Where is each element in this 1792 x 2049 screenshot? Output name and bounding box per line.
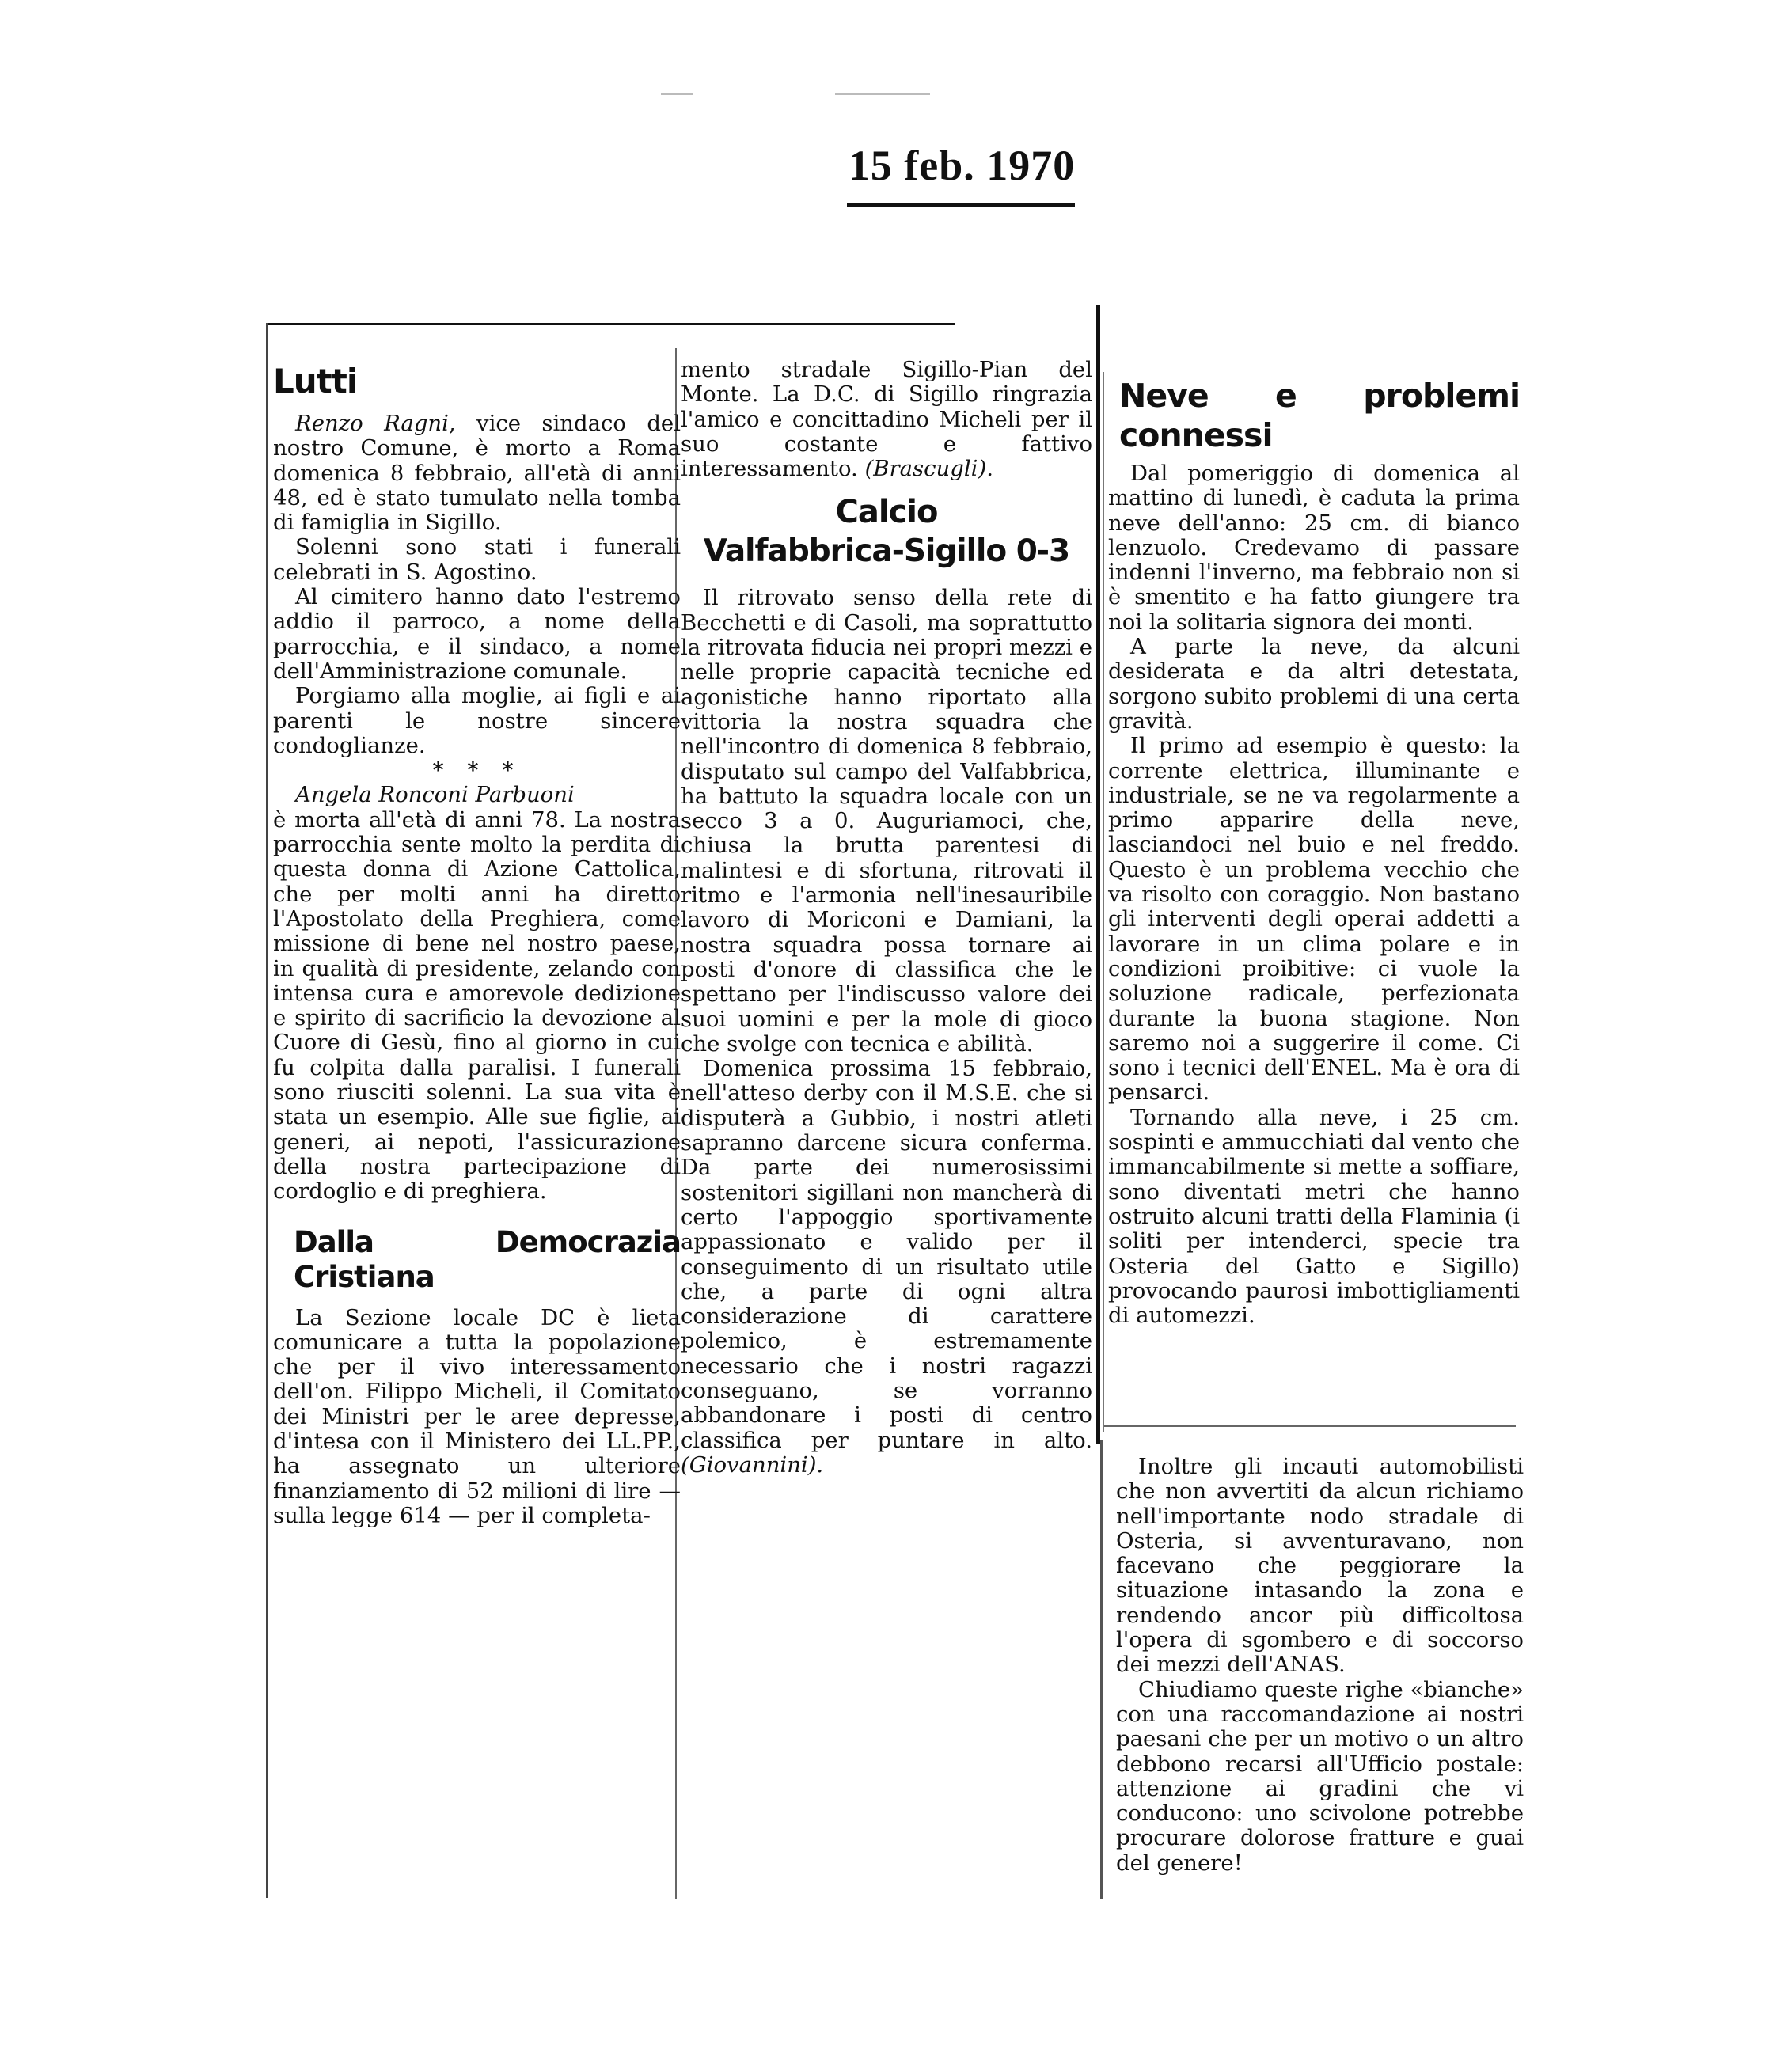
left-rule-col1 xyxy=(266,323,268,1898)
separator-stars: * * * xyxy=(432,757,522,784)
paragraph: Al cimitero hanno dato l'estremo addio il parroco, a nome della parrocchia, e il sindaco, a nome dell'Amministrazione comunale. xyxy=(273,584,681,684)
paragraph: Solenni sono stati i funerali celebrati in S. Agostino. xyxy=(273,534,681,585)
column-rule-2b xyxy=(1100,1440,1103,1899)
paragraph-dc-continued xyxy=(681,358,1092,481)
scan-mark xyxy=(835,93,930,95)
column-sport xyxy=(681,358,1092,1478)
section-heading-calcio: Calcio xyxy=(835,494,938,531)
person-name: Angela Ronconi Parbuoni xyxy=(295,782,575,808)
paragraph: Dal pomeriggio di domenica al mattino di lunedì, è caduta la prima neve dell'anno: 25 cm. di bianco lenzuolo. Credevamo di passare indenni l'inverno, ma febbraio non si è smentito e ha fatto giungere tra noi la solitaria signora dei monti. xyxy=(1108,461,1520,635)
paragraph-text: mento stradale Sigillo-Pian del Monte. La D.C. di Sigillo ringrazia l'amico e concittadino Micheli per il suo costante e fattivo interessamento. xyxy=(681,357,1092,482)
paragraph: Tornando alla neve, i 25 cm. sospinti e ammucchiati dal vento che immancabilmente si mette a soffiare, sono diventati metri che hanno ostruito alcuni tratti della Flaminia (i soliti per intenderci, specie tra Osteria del Gatto e Sigillo) provocando paurosi imbottigliamenti di automezzi. xyxy=(1108,1104,1520,1329)
paragraph-dc: La Sezione locale DC è lieta comunicare a tutta la popolazione che per il vivo interessamento dell'on. Filippo Micheli, il Comitato dei Ministri per le aree depresse, d'intesa con il Ministero dei LL.PP., ha assegnato un ulteriore finanziamento di 52 milioni di lire — sulla legge 614 — per il completa- xyxy=(273,1304,681,1528)
paragraph: Inoltre gli incauti automobilisti che non avvertiti da alcun richiamo nell'importante nodo stradale di Osteria, si avventuravano, non facevano che peggiorare la situazione intasando la zona e rendendo ancor più difficoltosa l'opera di sgombero e di soccorso dei mezzi dell'ANAS. xyxy=(1116,1454,1524,1678)
column-snow-continued xyxy=(1116,1455,1524,1876)
divider-col3 xyxy=(1104,1425,1516,1427)
column-rule-2 xyxy=(1096,305,1100,1444)
clipping-date: 15 feb. 1970 xyxy=(848,142,1076,189)
paragraph-match: Il ritrovato senso della rete di Becchetti e di Casoli, ma soprattutto la ritrovata fiducia nei propri mezzi e nelle proprie capacità tecniche ed agonistiche hanno riportato alla vittoria la nostra squadra che nell'incontro di domenica 8 febbraio, disputato sul campo del Valfabbrica, ha battuto la squadra locale con un secco 3 a 0. Auguriamoci, che, chiusa la brutta parentesi di malintesi e di sfortuna, ritrovati il ritmo e l'armonia nell'inesauribile lavoro di Moriconi e Damiani, la nostra squadra possa tornare ai posti d'onore di classifica che le spettano per l'indiscusso valore dei suoi uomini e per la mole di gioco che svolge con tecnica e abilità. xyxy=(681,585,1092,1057)
paragraph-text: Domenica prossima 15 febbraio, nell'atteso derby con il M.S.E. che si disputerà a Gubbio, i nostri atleti sapranno darcene sicura conferma. Da parte dei numerosissimi sostenitori sigillani non mancherà di certo l'appoggio sportivamente appassionato e valido per il conseguimento di un risultato utile che, a parte di ogni altra considerazione di carattere polemico, è estremamente necessario che i nostri ragazzi conseguano, se vorranno abbandonare i posti di centro classifica per puntare in alto. xyxy=(681,1056,1092,1453)
person-name: Renzo Ragni xyxy=(295,411,449,436)
column-obituaries xyxy=(273,362,681,1528)
byline: (Giovannini). xyxy=(681,1451,824,1478)
obituary-ragni xyxy=(273,412,681,535)
scan-mark xyxy=(661,93,693,95)
paragraph: A parte la neve, da alcuni desiderata e da altri detestata, sorgono subito problemi di una certa gravità. xyxy=(1108,634,1520,734)
left-rule-col3 xyxy=(1103,372,1104,1432)
top-rule-col1 xyxy=(266,323,955,325)
obituary-parbuoni: è morta all'età di anni 78. La nostra parrocchia sente molto la perdita di questa donna di Azione Cattolica, che per molti anni ha diretto l'Apostolato della Preghiera, come missione di bene nel nostro paese, in qualità di presidente, zelando con intensa cura e amorevole dedizione e spirito di sacrificio la devozione al Cuore di Gesù, fino al giorno in cui fu colpita dalla paralisi. I funerali sono riusciti solenni. La sua vita è stata un esempio. Alle sue figlie, ai generi, ai nepoti, l'assicurazione della nostra partecipazione di cordoglio e di preghiera. xyxy=(273,806,681,1205)
date-underline xyxy=(847,203,1075,207)
obituary-text: , vice sindaco del nostro Comune, è morto a Roma domenica 8 febbraio, all'età di anni 48, ed è stato tumulato nella tomba di famiglia in Sigillo. xyxy=(273,411,681,536)
section-heading-lutti: Lutti xyxy=(273,362,358,400)
section-heading-neve: Neve e problemi connessi xyxy=(1119,377,1520,454)
paragraph: Porgiamo alla moglie, ai figli e ai parenti le nostre sincere condoglianze. xyxy=(273,683,681,758)
match-heading: Valfabbrica-Sigillo 0-3 xyxy=(703,533,1070,570)
paragraph-next-match xyxy=(681,1057,1092,1478)
paragraph: Chiudiamo queste righe «bianche» con una raccomandazione ai nostri paesani che per un motivo o un altro debbono recarsi all'Ufficio postale: attenzione ai gradini che vi conducono: uno scivolone potrebbe procurare dolorose fratture e guai del genere! xyxy=(1116,1676,1524,1876)
obituary-parbuoni-name xyxy=(273,783,681,807)
paragraph: Il primo ad esempio è questo: la corrente elettrica, illuminante e industriale, se ne va regolarmente a primo apparire della neve, lasciandoci nel buio e nel freddo. Questo è un problema vecchio che va risolto con coraggio. Non bastano gli interventi degli operai addetti a lavorare in un clima polare e in condizioni proibitive: ci vuole la soluzione radicale, perfezionata durante la buona stagione. Non saremo noi a suggerire il come. Ci sono i tecnici dell'ENEL. Ma è ora di pensarci. xyxy=(1108,733,1520,1106)
section-heading-dc: Dalla Democrazia Cristiana xyxy=(294,1224,681,1294)
byline: (Brascugli). xyxy=(864,456,993,482)
column-snow xyxy=(1108,376,1520,1328)
